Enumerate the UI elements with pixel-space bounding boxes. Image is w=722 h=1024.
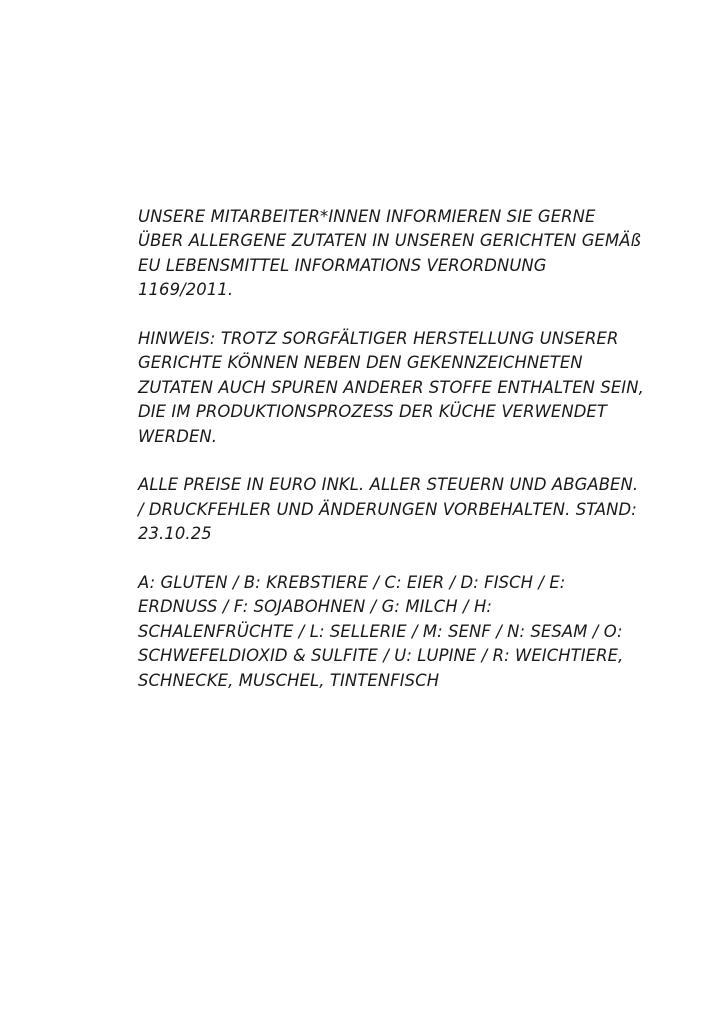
text-line: 23.10.25 bbox=[138, 524, 212, 544]
allergen-info-paragraph bbox=[138, 205, 678, 303]
text-line: 1169/2011. bbox=[138, 280, 234, 300]
allergen-legend-paragraph bbox=[138, 571, 678, 693]
text-line: ERDNUSS / F: SOJABOHNEN / G: MILCH / H: bbox=[138, 597, 493, 617]
price-notice-paragraph bbox=[138, 473, 678, 546]
text-line: GERICHTE KÖNNEN NEBEN DEN GEKENNZEICHNETEN bbox=[138, 353, 583, 373]
text-line: WERDEN. bbox=[138, 426, 218, 446]
document-body bbox=[138, 205, 678, 717]
text-line: EU LEBENSMITTEL INFORMATIONS VERORDNUNG bbox=[138, 255, 547, 275]
text-line: HINWEIS: TROTZ SORGFÄLTIGER HERSTELLUNG UNSERER bbox=[138, 329, 619, 349]
text-line: SCHWEFELDIOXID & SULFITE / U: LUPINE / R: WEICHTIERE, bbox=[138, 646, 624, 666]
traces-notice-paragraph bbox=[138, 327, 678, 449]
text-line: SCHNECKE, MUSCHEL, TINTENFISCH bbox=[138, 670, 440, 690]
text-line: UNSERE MITARBEITER*INNEN INFORMIEREN SIE GERNE bbox=[138, 207, 596, 226]
text-line: / DRUCKFEHLER UND ÄNDERUNGEN VORBEHALTEN. STAND: bbox=[138, 499, 637, 519]
text-line: ALLE PREISE IN EURO INKL. ALLER STEUERN UND ABGABEN. bbox=[138, 475, 639, 495]
text-line: ÜBER ALLERGENE ZUTATEN IN UNSEREN GERICHTEN GEMÄß bbox=[138, 231, 641, 251]
text-line: A: GLUTEN / B: KREBSTIERE / C: EIER / D: FISCH / E: bbox=[138, 573, 566, 593]
text-line: DIE IM PRODUKTIONSPROZESS DER KÜCHE VERWENDET bbox=[138, 402, 607, 422]
text-line: SCHALENFRÜCHTE / L: SELLERIE / M: SENF / N: SESAM / O: bbox=[138, 621, 623, 641]
text-line: ZUTATEN AUCH SPUREN ANDERER STOFFE ENTHALTEN SEIN, bbox=[138, 377, 644, 397]
